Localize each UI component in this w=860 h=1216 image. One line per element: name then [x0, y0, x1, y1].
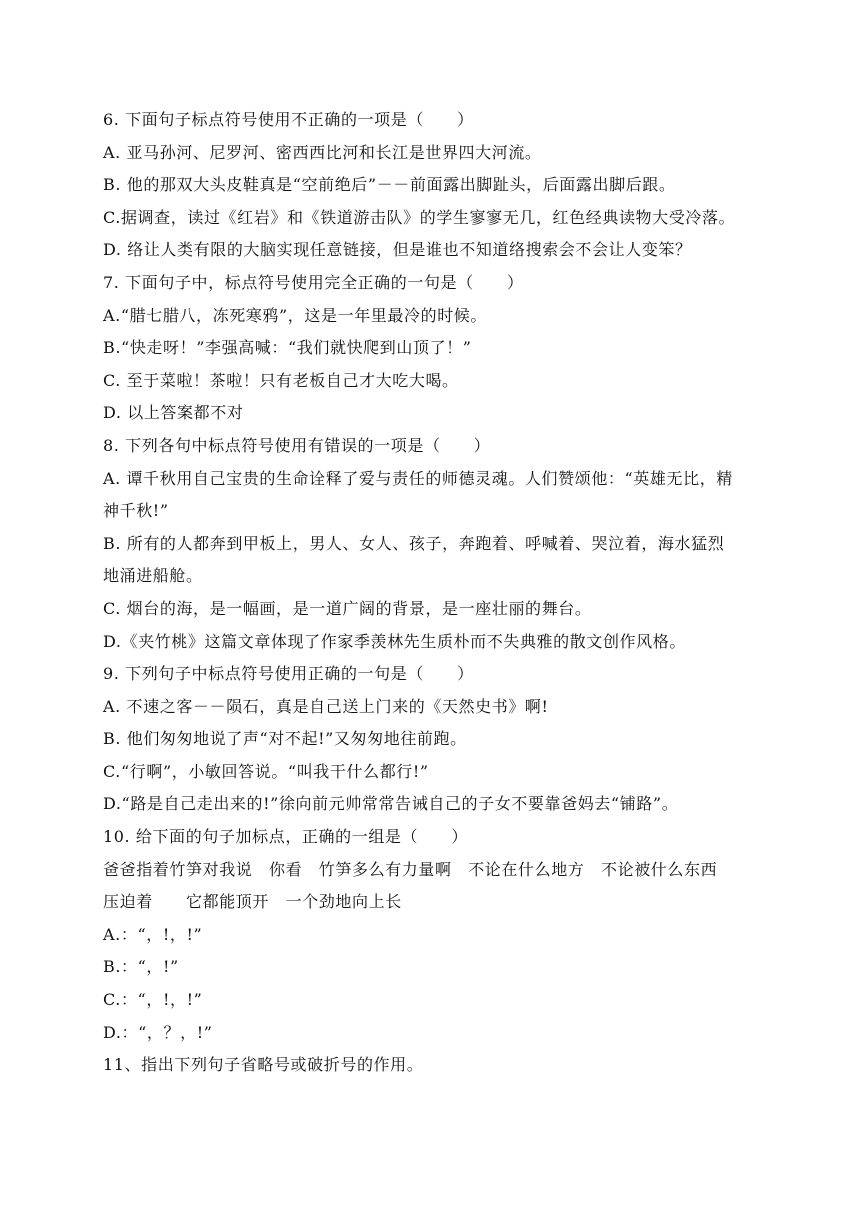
question-9-option-b: B. 他们匆匆地说了声“对不起!”又匆匆地往前跑。 [103, 729, 467, 749]
question-7-stem: 7. 下面句子中，标点符号使用完全正确的一句是（ ） [103, 272, 524, 292]
question-10-option-c: C.：“，!，!” [103, 990, 203, 1010]
question-6-option-b: B. 他的那双大头皮鞋真是“空前绝后”－－前面露出脚趾头，后面露出脚后跟。 [103, 175, 676, 195]
question-7-option-a: A.“腊七腊八，冻死寒鸦”，这是一年里最冷的时候。 [103, 305, 488, 325]
question-10-stem: 10. 给下面的句子加标点，正确的一组是（ ） [103, 827, 468, 847]
question-10-sentence: 爸爸指着竹笋对我说 你看 竹笋多么有力量啊 不论在什么地方 不论被什么东西 [103, 859, 718, 879]
question-8-option-d: D.《夹竹桃》这篇文章体现了作家季羡林先生质朴而不失典雅的散文创作风格。 [103, 631, 686, 651]
question-8-stem: 8. 下列各句中标点符号使用有错误的一项是（ ） [103, 435, 491, 455]
question-6-stem: 6. 下面句子标点符号使用不正确的一项是（ ） [103, 110, 474, 129]
question-10-sentence-continued: 压迫着 它都能顶开 一个劲地向上长 [103, 892, 402, 912]
question-6-option-d: D. 络让人类有限的大脑实现任意链接，但是谁也不知道络搜索会不会让人变笨？ [103, 240, 692, 260]
question-8-option-b: B. 所有的人都奔到甲板上，男人、女人、孩子，奔跑着、呼喊着、哭泣着，海水猛烈 [103, 533, 725, 553]
question-9-option-a: A. 不速之客－－陨石，真是自己送上门来的《天然史书》啊! [103, 696, 549, 716]
question-9-stem: 9. 下列句子中标点符号使用正确的一句是（ ） [103, 664, 474, 684]
question-6-option-c: C.据调查，读过《红岩》和《铁道游击队》的学生寥寥无几，红色经典读物大受冷落。 [103, 207, 736, 227]
question-9-option-d: D.“路是自己走出来的!”徐向前元帅常常告诫自己的子女不要靠爸妈去“铺路”。 [103, 794, 679, 814]
question-8-option-a-continued: 神千秋!” [103, 501, 169, 521]
question-7-option-b: B.“快走呀！”李强高喊：“我们就快爬到山顶了！” [103, 338, 472, 358]
question-8-option-a: A. 谭千秋用自己宝贵的生命诠释了爱与责任的师德灵魂。人们赞颂他：“英雄无比，精 [103, 468, 733, 488]
question-9-option-c: C.“行啊”，小敏回答说。“叫我干什么都行!” [103, 761, 429, 781]
exercise-text [103, 104, 763, 1082]
question-6-option-a: A. 亚马孙河、尼罗河、密西西比河和长江是世界四大河流。 [103, 142, 542, 162]
question-10-option-d: D.：“，？，!” [103, 1022, 213, 1042]
question-7-option-d: D. 以上答案都不对 [103, 403, 244, 423]
question-10-option-a: A.：“，!，!” [103, 924, 203, 944]
question-10-option-b: B.：“，!” [103, 957, 179, 977]
question-11-stem: 11、指出下列句子省略号或破折号的作用。 [103, 1055, 424, 1075]
question-7-option-c: C. 至于菜啦！茶啦！只有老板自己才大吃大喝。 [103, 370, 459, 390]
question-8-option-b-continued: 地涌进船舱。 [103, 566, 203, 586]
question-8-option-c: C. 烟台的海，是一幅画，是一道广阔的背景，是一座壮丽的舞台。 [103, 598, 592, 618]
